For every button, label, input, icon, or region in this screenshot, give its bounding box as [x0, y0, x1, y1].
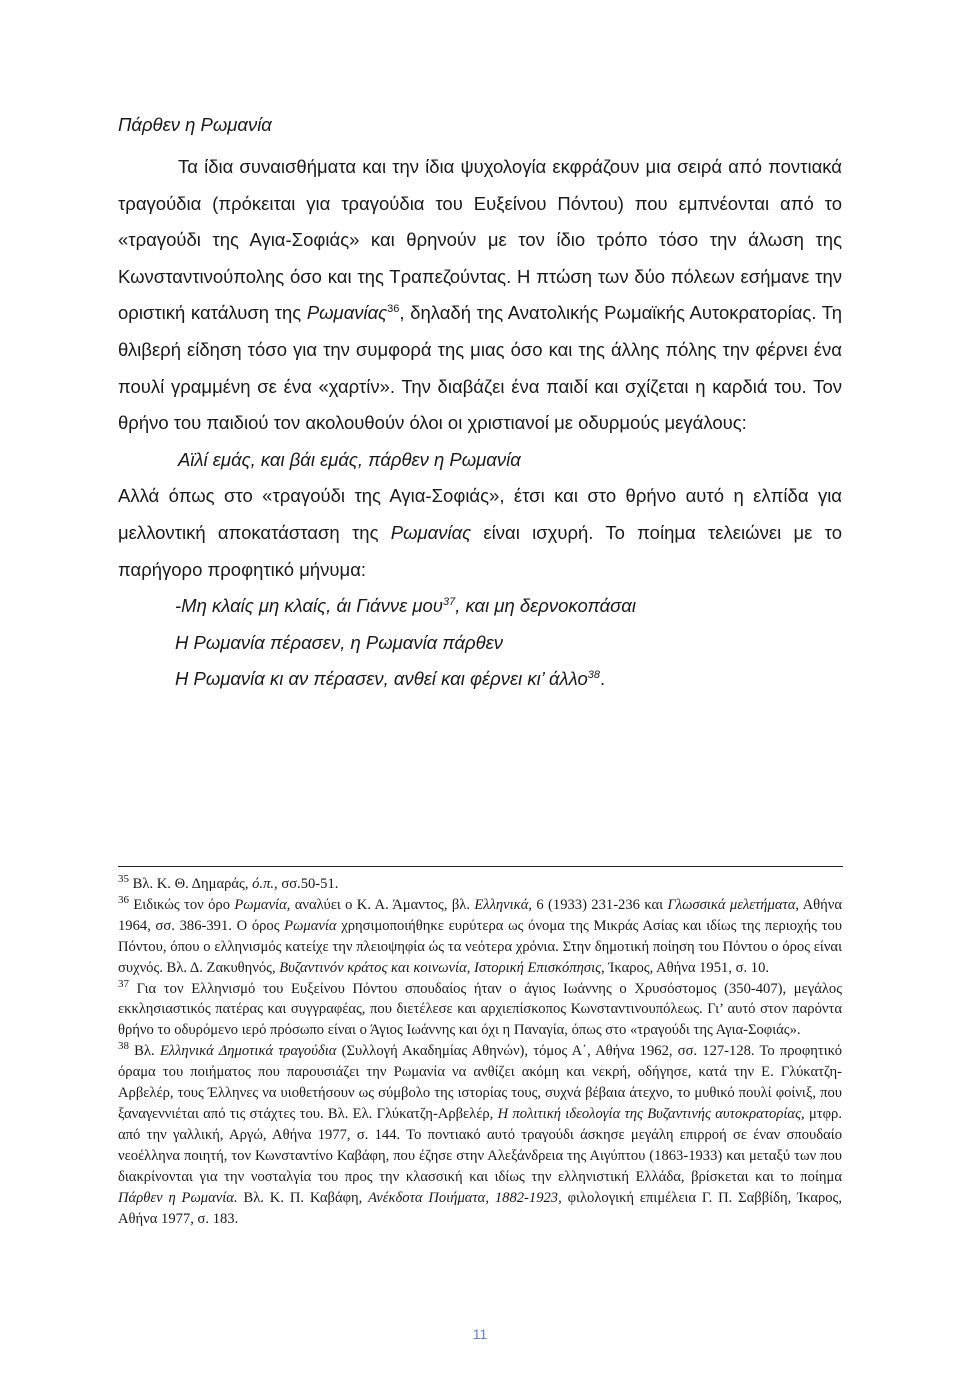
footnote-italic: Ελληνικά [474, 896, 529, 913]
section-heading: Πάρθεν η Ρωμανία [118, 114, 272, 135]
verse-line-1-text: -Μη κλαίς μη κλαίς, άι Γιάννε μου [175, 595, 443, 617]
verse-line-2: Η Ρωμανία πέρασεν, η Ρωμανία πάρθεν [175, 631, 504, 653]
paragraph-2-text-a: Αλλά όπως στο «τραγούδι της Αγια-Σοφιάς», έτσι και στο θρήνο αυτό η ελπίδα για μελλοντική αποκατάσταση της [118, 485, 842, 543]
page-number: 11 [472, 1326, 488, 1342]
footnote-ref-36[interactable]: 36 [387, 303, 400, 316]
footnote-ref-37[interactable]: 37 [442, 595, 456, 608]
footnote-italic: ό.π. [252, 876, 275, 892]
footnote-37 [118, 979, 842, 1042]
term-romania: Ρωμανίας [390, 521, 472, 543]
body-text [118, 149, 842, 698]
footnote-italic: Η πολιτική ιδεολογία της Βυζαντινής αυτοκρατορίας, [497, 1105, 805, 1122]
footnote-text: αναλύει ο Κ. Α. Άμαντος, βλ. [290, 896, 475, 913]
footnote-38 [118, 1041, 842, 1229]
verse-line-3 [118, 661, 842, 698]
footnote-italic: Βυζαντινόν κράτος και κοινωνία, Ιστορική Επισκόπησις, [279, 959, 605, 976]
verse-lament: Αϊλί εμάς, και βάι εμάς, πάρθεν η Ρωμανία [178, 448, 521, 470]
footnote-text: , Αθήνα 1964, σσ. 386-391. Ο όρος [118, 896, 842, 934]
footnote-35 [118, 874, 842, 895]
footnote-text: χρησιμοποιήθηκε ευρύτερα ως όνομα της Μικράς Ασίας και ιδίως της περιοχής του Πόντου, όπου ο ελληνισμός κατείχε την πλειοψηφία ώς τα νεότερα χρόνια. Στην δημοτική ποίηση του Πόντου ο όρος είναι συχνός. Βλ. Δ. Ζακυθηνός, [118, 917, 842, 976]
footnote-italic: Ανέκδοτα Ποιήματα, 1882-1923, [368, 1189, 562, 1206]
verse-line-1 [118, 588, 842, 625]
term-romania: Ρωμανίας [306, 302, 388, 324]
footnote-separator [118, 866, 843, 867]
footnote-number: 37 [118, 977, 129, 990]
footnote-text: , 6 (1933) 231-236 και [528, 896, 668, 913]
footnote-italic: Ελληνικά Δημοτικά τραγούδια [159, 1043, 337, 1060]
footnote-text: Βλ. [129, 1043, 160, 1060]
footnote-number: 35 [118, 873, 129, 886]
footnote-36 [118, 895, 842, 979]
footnote-text: , σσ.50-51. [274, 876, 339, 892]
paragraph-2 [118, 478, 842, 588]
footnote-text: Ίκαρος, Αθήνα 1951, σ. 10. [604, 959, 770, 976]
paragraph-1 [118, 149, 842, 442]
footnote-text: Βλ. Κ. Θ. Δημαράς, [129, 876, 253, 892]
verse-line-3-text: Η Ρωμανία κι αν πέρασεν, ανθεί και φέρνει κι’ άλλο [175, 668, 588, 690]
footnotes [118, 874, 842, 1229]
paragraph-2-text-b: είναι ισχυρή. Το ποίημα τελειώνει με το παρήγορο προφητικό μήνυμα: [118, 521, 842, 580]
paragraph-1-text-a: Τα ίδια συναισθήματα και την ίδια ψυχολογία εκφράζουν μια σειρά από ποντιακά τραγούδια (πρόκειται για τραγούδια του Ευξείνου Πόντου) που εμπνέονται από το «τραγούδι της Αγια-Σοφιάς» και θρηνούν με τον ίδιο τρόπο τόσο την άλωση της Κωνσταντινούπολης όσο και της Τραπεζούντας. Η πτώση των δύο πόλεων εσήμανε την οριστική κατάλυση της [118, 156, 842, 324]
footnote-text: φιλολογική επιμέλεια Γ. Π. Σαββίδη, Ίκαρος, Αθήνα 1977, σ. 183. [118, 1189, 842, 1227]
footnote-ref-38[interactable]: 38 [587, 669, 601, 682]
footnote-number: 36 [118, 894, 129, 907]
footnote-number: 38 [118, 1040, 129, 1053]
footnote-italic: Ρωμανία [284, 917, 337, 934]
footnote-text: Για τον Ελληνισμό του Ευξείνου Πόντου σπουδαίος ήταν ο άγιος Ιωάννης ο Χρυσόστομος (350-407), μεγάλος εκκλησιαστικός πατέρας και συγγραφέας, που διετέλεσε και αρχιεπίσκοπος Κωνσταντινουπόλεως. Γι’ αυτό στον παρόντα θρήνο το οδυρόμενο ιερό πρόσωπο είναι ο Άγιος Ιωάννης και όχι η Παναγία, όπως στο «τραγούδι της Αγια-Σοφιάς». [118, 980, 842, 1039]
verse-line-3-end: . [600, 668, 606, 690]
paragraph-1-text-b: , δηλαδή της Ανατολικής Ρωμαϊκής Αυτοκρατορίας. Τη θλιβερή είδηση τόσο για την συμφορά της μιας όσο και της άλλης πόλης την φέρνει ένα πουλί γραμμένη σε ένα «χαρτίν». Την διαβάζει ένα παιδί και σχίζεται η καρδιά του. Τον θρήνο του παιδιού τον ακολουθούν όλοι οι χριστιανοί με οδυρμούς μεγάλους: [118, 302, 842, 434]
footnote-italic: Γλωσσικά μελετήματα [667, 896, 796, 913]
verse-line-1-end: , και μη δερνοκοπάσαι [455, 595, 636, 617]
footnote-text: Βλ. Κ. Π. Καβάφη, [237, 1189, 369, 1206]
footnote-text: μτφρ. από την γαλλική, Αργώ, Αθήνα 1977, σ. 144. Το ποντιακό αυτό τραγούδι άσκησε μεγάλη επιρροή σε έναν σπουδαίο νεοέλληνα ποιητή, τον Κωνσταντίνο Καβάφη, που έζησε στην Αλεξάνδρεια της Αιγύπτου (1863-1933) και μεταξύ των που διακρίνονται για την νοσταλγία του προς την κλασσική και ιδίως την ελληνιστική Ελλάδα, βρίσκεται και το ποίημα [118, 1105, 842, 1185]
footnote-text: Ειδικώς τον όρο [129, 896, 235, 913]
footnote-italic: Πάρθεν η Ρωμανία. [118, 1189, 238, 1206]
footnote-text: (Συλλογή Ακαδημίας Αθηνών), τόμος Α΄, Αθήνα 1962, σσ. 127-128. Το προφητικό όραμα του ποιήματος που παρουσιάζει την Ρωμανία να ανθίζει ακόμη και νεκρή, οδήγησε, κατά την Ε. Γλύκατζη-Αρβελέρ, τους Έλληνες να υιοθετήσουν ως σύμβολο της ιστορίας τους, συχνά βέβαια άτεχνο, το μυθικό πουλί φοίνιξ, που ξαναγεννιέται από τις στάχτες του. Βλ. Ελ. Γλύκατζη-Αρβελέρ, [118, 1043, 842, 1122]
footnote-italic: Ρωμανία, [234, 896, 291, 913]
